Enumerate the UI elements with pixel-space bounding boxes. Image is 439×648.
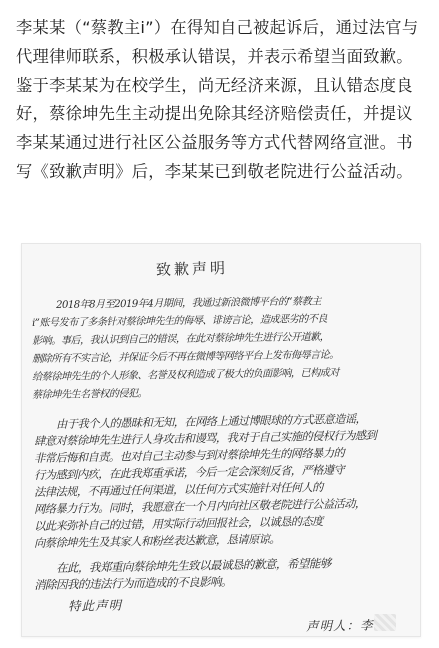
article-paragraph: 李某某（“蔡教主i”）在得知自己被起诉后，通过法官与代理律师联系，积极承认错误，并表示希望当面致歉。鉴于李某某为在校学生，尚无经济来源，且认错态度良好，蔡徐坤先生主动提出免除其经济赔偿责任，并提议李某某通过进行社区公益服务等方式代替网络宣泄。书写《致歉声明》后，李某某已到敬老院进行公益活动。 bbox=[16, 18, 419, 181]
handwritten-letter bbox=[22, 244, 420, 636]
apology-letter-photo bbox=[21, 243, 421, 637]
article-body bbox=[16, 14, 428, 187]
letter-line: 向蔡徐坤先生及其家人和粉丝表达歉意，恳请原谅。 bbox=[33, 532, 281, 550]
letter-signer: 声明人：李 bbox=[305, 617, 374, 634]
letter-line: 肆意对蔡徐坤先生进行人身攻击和谩骂，我对于自己实施的侵权行为感到 bbox=[33, 429, 377, 448]
letter-line: 法律法规，不再通过任何渠道，以任何方式实施针对任何人的 bbox=[33, 480, 323, 499]
letter-line: 以此来弥补自己的过错，用实际行动回报社会，以诚恳的态度 bbox=[33, 514, 323, 533]
letter-line: 网络暴力行为。同时，我愿意在一个月内向社区敬老院进行公益活动， bbox=[33, 497, 366, 516]
letter-line: 蔡徐坤先生名誉权的侵犯。 bbox=[31, 388, 148, 401]
letter-line: 消除因我的违法行为而造成的不良影响。 bbox=[33, 574, 232, 592]
letter-line: 非常后悔和自责。也对自己主动参与到对蔡徐坤先生的网络暴力的 bbox=[33, 446, 345, 465]
letter-closing: 特此声明 bbox=[67, 597, 123, 614]
letter-line: 由于我个人的愚昧和无知，在网络上通过博眼球的方式恶意造谣， bbox=[55, 412, 367, 431]
letter-title: 致歉声明 bbox=[155, 259, 229, 279]
letter-line: 2018年8月至2019年4月期间，我通过新浪微博平台的“蔡教主 bbox=[55, 296, 321, 311]
letter-line: 删除所有不实言论，并保证今后不再在微博等网络平台上发布侮辱言论。 bbox=[31, 349, 339, 365]
redaction-mark bbox=[374, 614, 396, 631]
letter-line: 给蔡徐坤先生的个人形象、名誉及权利造成了极大的负面影响，已构成对 bbox=[31, 367, 339, 383]
letter-line: 在此，我郑重向蔡徐坤先生致以最诚恳的歉意，希望能够 bbox=[55, 556, 331, 575]
letter-line: 影响。事后，我认识到自己的错误，在此对蔡徐坤先生进行公开道歉， bbox=[31, 331, 330, 347]
letter-line: 行为感到内疚，在此我郑重承诺，今后一定会深刻反省，严格遵守 bbox=[33, 463, 345, 482]
letter-line: i”账号发布了多条针对蔡徐坤先生的侮辱、诽谤言论，造成恶劣的不良 bbox=[31, 313, 327, 329]
